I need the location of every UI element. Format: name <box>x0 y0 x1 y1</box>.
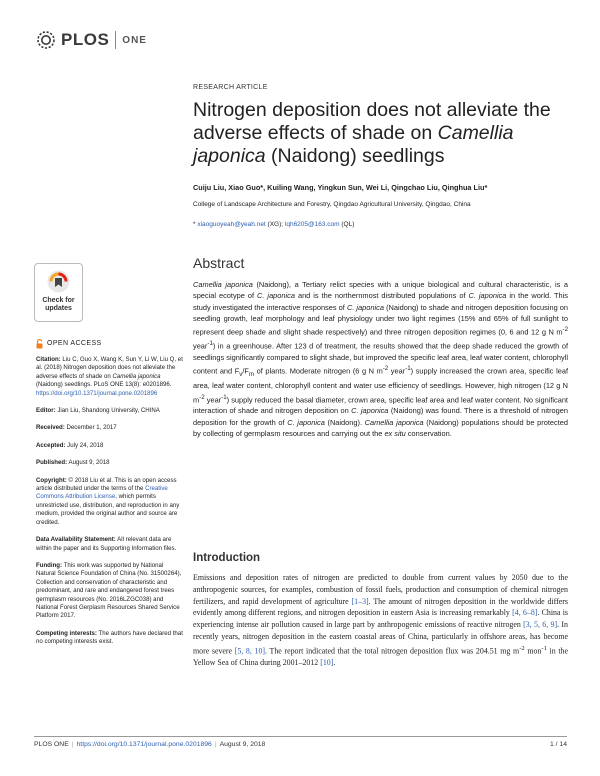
intro-sup: -1 <box>541 644 547 652</box>
abstract-sup: -2 <box>562 326 568 334</box>
title-species: Camellia japonica <box>193 122 514 167</box>
intro-text-part: in the Yellow Sea of China during 2001–2012 <box>193 646 568 668</box>
intro-sup: -2 <box>519 644 525 652</box>
abstract-species: C. japonica <box>287 417 325 427</box>
affiliation: College of Landscape Architecture and Forestry, Qingdao Agricultural University, Qingdao, China <box>193 201 471 208</box>
abstract-emphasis: ex situ <box>384 428 406 438</box>
funding-text: This work was supported by National Natural Science Foundation of China (No. 31500264), Collection and conservation of characteristic and predominant, and rare and endangered forest trees germplasm resources (No. 2016LZGC038) and National Forest Gerplasm Resources Shared Service Platform 2017. <box>36 561 182 620</box>
citation-block <box>36 356 184 398</box>
footer-doi-link[interactable]: https://doi.org/10.1371/journal.pone.0201896 <box>76 741 212 748</box>
footer-journal: PLOS ONE <box>34 741 69 748</box>
copyright-label: Copyright: <box>36 476 67 484</box>
abstract-text-part: year <box>193 341 208 351</box>
abstract-text-part: in the world. This study investigated the interactive responses of <box>193 291 568 312</box>
citation-text-2: (Naidong) seedlings. PLoS ONE 13(8): e0201896. <box>36 381 172 389</box>
article-title <box>193 99 563 168</box>
citation-label: Citation: <box>36 356 61 363</box>
footer-separator: | <box>214 741 217 748</box>
logo-divider <box>115 31 116 49</box>
abstract-species: C. japonica <box>346 302 384 312</box>
competing-interests-text: The authors have declared that no competing interests exist. <box>36 629 183 646</box>
abstract-sub: m <box>248 370 255 378</box>
reference-link[interactable]: [5, 8, 10] <box>234 646 266 656</box>
reference-link[interactable]: [10] <box>320 658 334 668</box>
data-availability-label: Data Availability Statement: <box>36 536 116 544</box>
abstract-text-part: year <box>388 366 406 376</box>
check-updates-line-1: Check for <box>42 297 75 304</box>
funding-label: Funding: <box>36 561 63 569</box>
abstract-text-part: (Naidong) populations should be protected by collecting of germplasm resources and carrying out the <box>193 417 568 438</box>
competing-interests-block <box>36 630 184 647</box>
correspondence <box>193 221 573 228</box>
abstract-sup: -1 <box>221 393 227 401</box>
corr-suffix: (QL) <box>339 221 355 228</box>
open-lock-icon <box>36 339 43 349</box>
author-list: Cuiju Liu, Xiao Guo*, Kuiling Wang, Yingkun Sun, Wei Li, Qingchao Liu, Qinghua Liu* <box>193 183 488 192</box>
abstract-sup: -2 <box>199 393 205 401</box>
abstract-text-part: year <box>204 395 222 405</box>
abstract-text-part: ) supply increased the crown area, specific leaf area, leaf water content, chlorophyll content and water use efficiency of seedlings. However, high nitrogen (12 g N m <box>193 366 568 405</box>
editor-text: Jian Liu, Shandong University, CHINA <box>55 407 160 415</box>
corr-mid: (XG); <box>265 221 285 228</box>
copyright-text-2: , which permits unrestricted use, distribution, and reproduction in any medium, provided the original author and source are credited. <box>36 493 180 526</box>
abstract-species: C. japonica <box>351 406 389 416</box>
refresh-bookmark-icon <box>46 269 71 294</box>
reference-link[interactable]: [3, 5, 6, 9] <box>523 620 558 630</box>
abstract-sup: -1 <box>405 365 411 373</box>
data-availability-text: All relevant data are within the paper and its Supporting Information files. <box>36 536 177 552</box>
abstract-heading: Abstract <box>193 255 245 271</box>
abstract-text-part: of plants. Moderate nitrogen (6 g N m <box>254 366 383 376</box>
abstract-species: C. japonica <box>257 291 295 301</box>
article-sidebar <box>36 339 184 656</box>
abstract-species: C. japonica <box>468 291 507 301</box>
logo-brand: PLOS <box>61 30 110 49</box>
copyright-text-1: © 2018 Liu et al. This is an open access article distributed under the terms of the <box>36 476 177 493</box>
editor-label: Editor: <box>36 407 56 415</box>
intro-text-part: mon <box>524 646 542 656</box>
open-access-label <box>36 339 184 349</box>
footer-date: August 9, 2018 <box>219 741 266 748</box>
abstract-text-part: ) in a greenhouse. After 123 d of treatment, the results showed that the deep shade reduced the growth of seedlings significantly compared to slight shade, but improved the specific leaf area, leaf water content, chlorophyll content and F <box>193 341 568 376</box>
abstract-text-part: (Naidong). <box>324 417 365 427</box>
footer-separator: | <box>71 741 74 748</box>
article-type: RESEARCH ARTICLE <box>193 84 268 91</box>
page-number: 1 / 14 <box>549 741 567 748</box>
open-access-text: OPEN ACCESS <box>47 339 102 347</box>
published-label: Published: <box>36 459 68 467</box>
received-text: December 1, 2017 <box>64 424 117 432</box>
abstract-species: Camellia japonica <box>193 280 253 289</box>
intro-text-part: Emissions and deposition rates of nitrogen are predicted to double from current values by 2050 due to the anthropogenic sources, for examples, combustion of fossil fuels, production and consumption of chemical nitrogen fertilizers, and rapid development of agriculture <box>193 573 568 606</box>
reference-link[interactable]: [4, 6–8] <box>512 608 538 618</box>
abstract-text-part: /F <box>242 366 249 376</box>
plos-one-logo <box>34 29 147 51</box>
abstract-text-part: ) supply reduced the basal diameter, crown area, specific leaf area and leaf water content. No significant interaction of shade and nitrogen deposition on <box>193 395 568 416</box>
citation-text-1: Liu C, Guo X, Wang K, Sun Y, Li W, Liu Q, et al. (2018) Nitrogen deposition does not alleviate the adverse effects of shade on <box>36 356 183 380</box>
license-link[interactable]: Creative Commons Attribution License <box>36 485 168 501</box>
abstract-text-part: (Naidong), a Tertiary relict species with a unique biological and cultural characteristic, is a special ecotype of <box>193 280 568 301</box>
citation-species: Camellia japonica <box>112 372 161 380</box>
funding-block <box>36 562 184 621</box>
published-text: August 9, 2018 <box>67 459 110 467</box>
reference-link[interactable]: [1–3] <box>351 596 369 606</box>
introduction-text <box>193 572 568 669</box>
abstract-sup: -1 <box>207 339 213 347</box>
abstract-text-part: (Naidong) to shade and nitrogen deposition focusing on seedling growth, leaf morphology and leaf physiology under two light regimes (15% and 65% of full sunlight to represent deep shade and slight shade respectively) and three nitrogen deposition regimes (0, 6 and 12 g N m <box>193 302 568 337</box>
received-block <box>36 424 184 432</box>
check-updates-label <box>35 297 82 313</box>
editor-block <box>36 407 184 415</box>
abstract-sub: v <box>239 370 243 378</box>
email-link-1[interactable]: xiaoguoyeah@yeah.net <box>197 221 266 228</box>
email-link-2[interactable]: lqh6205@163.com <box>284 221 340 228</box>
abstract-sup: -2 <box>382 365 389 373</box>
abstract-text-part: conservation. <box>405 428 452 438</box>
accepted-block <box>36 442 184 450</box>
abstract-text-part: and is the northernmost distributed populations of <box>294 291 469 301</box>
plos-logo-icon <box>34 29 58 51</box>
title-part-2: (Naidong) seedlings <box>265 145 445 167</box>
page-footer <box>34 736 567 748</box>
intro-text-part: . <box>333 658 336 668</box>
intro-text-part: . China is experiencing intense air pollution caused in large part by anthropogenic emissions of reactive nitrogen <box>193 608 569 630</box>
citation-doi-link[interactable]: https://doi.org/10.1371/journal.pone.0201896 <box>36 389 158 397</box>
introduction-heading: Introduction <box>193 552 261 564</box>
check-updates-line-2: updates <box>45 305 72 312</box>
data-availability-block <box>36 536 184 553</box>
copyright-block <box>36 477 184 527</box>
intro-text-part: . The amount of nitrogen deposition in the worldwide differs evidently among different regions, and nitrogen deposition in eastern Asia is increasing remarkably <box>193 596 568 618</box>
abstract-text <box>193 279 568 439</box>
abstract-species: Camellia japonica <box>364 417 424 427</box>
intro-text-part: . The report indicated that the total nitrogen deposition flux was 204.51 mg m <box>265 646 520 656</box>
accepted-text: July 24, 2018 <box>65 441 104 449</box>
competing-interests-label: Competing interests: <box>36 629 97 637</box>
corr-prefix: * <box>193 221 198 228</box>
intro-text-part: . In recently years, nitrogen deposition in the eastern coastal areas of China, particularly in offshore areas, has become more severe <box>193 620 568 656</box>
check-for-updates-badge[interactable] <box>34 263 83 322</box>
title-part-1: Nitrogen deposition does not alleviate the adverse effects of shade on <box>193 99 551 144</box>
abstract-text-part: (Naidong) was found. There is a threshold of nitrogen deposition for the growth of <box>193 406 569 427</box>
accepted-label: Accepted: <box>36 441 66 449</box>
footer-info <box>34 741 265 748</box>
received-label: Received: <box>36 424 65 432</box>
logo-journal: ONE <box>122 34 147 46</box>
published-block <box>36 459 184 467</box>
